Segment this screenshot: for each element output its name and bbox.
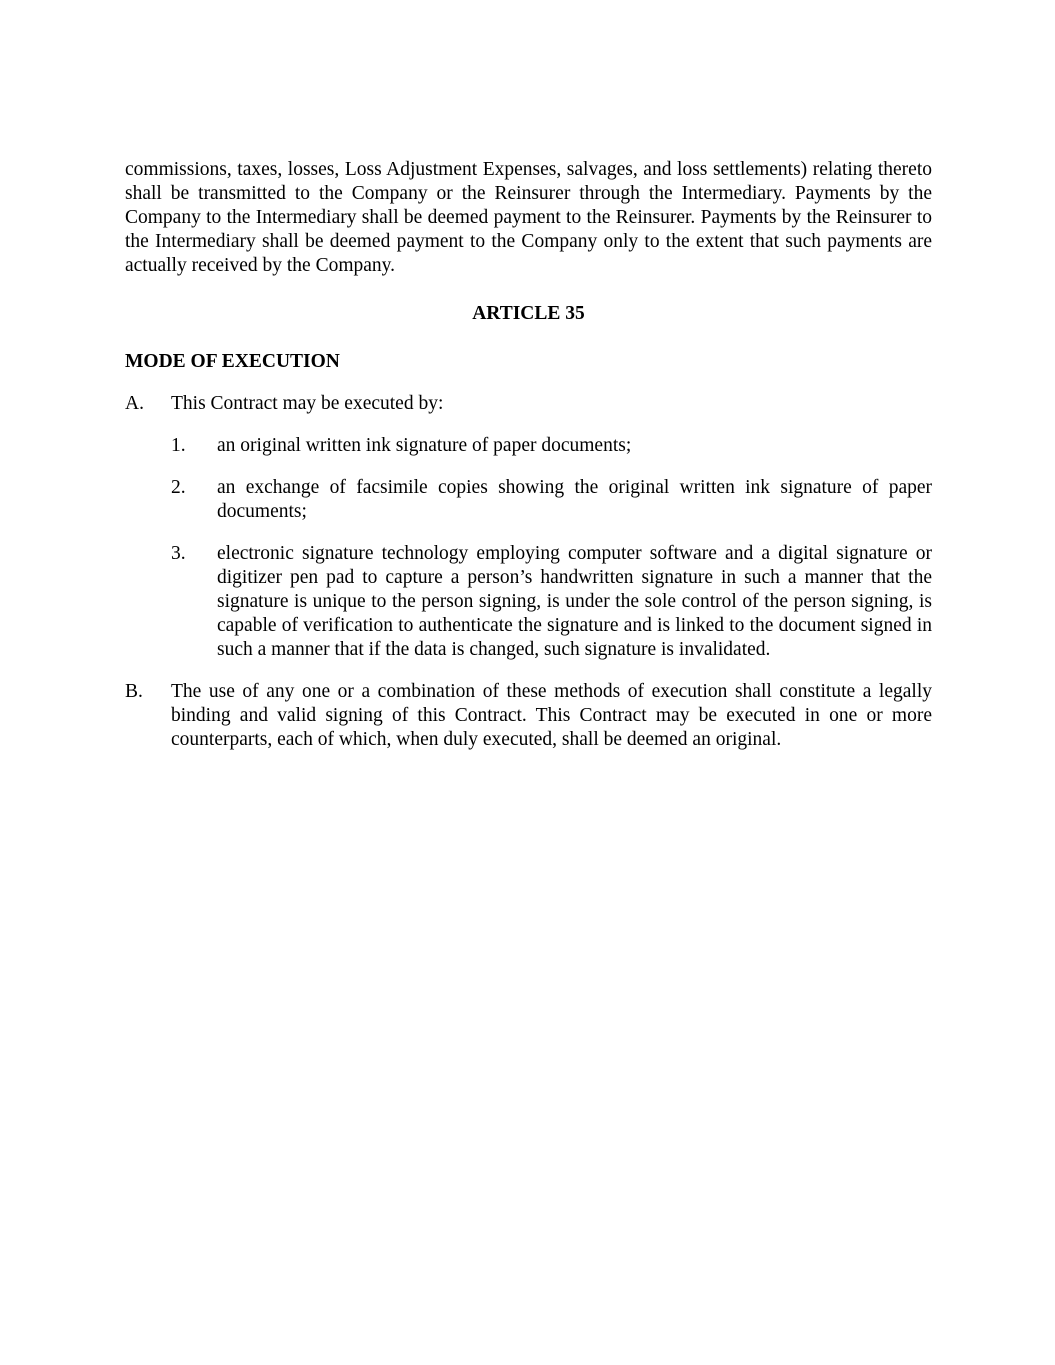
intro-paragraph: commissions, taxes, losses, Loss Adjustment Expenses, salvages, and loss settlements) relating thereto shall be transmitted to the Company or the Reinsurer through the Intermediary. Payments by the Company to the Intermediary shall be deemed payment to the Reinsurer. Payments by the Reinsurer to the Intermediary shall be deemed payment to the Company only to the extent that such payments are actually received by the Company.	[125, 159, 932, 276]
list-item	[171, 476, 932, 524]
list-item-text: an original written ink signature of paper documents;	[217, 435, 632, 456]
clause-a	[125, 392, 932, 416]
list-item-number: 2.	[171, 477, 186, 498]
list-item	[171, 434, 932, 458]
list-item	[171, 542, 932, 662]
clause-text: This Contract may be executed by:	[171, 393, 444, 414]
clause-label: B.	[125, 681, 143, 702]
clause-text: The use of any one or a combination of these methods of execution shall constitute a legally binding and valid signing of this Contract. This Contract may be executed in one or more counterparts, each of which, when duly executed, shall be deemed an original.	[171, 681, 932, 750]
article-title: ARTICLE 35	[472, 303, 585, 324]
clause-label: A.	[125, 393, 144, 414]
section-heading: MODE OF EXECUTION	[125, 351, 340, 372]
document-page	[125, 158, 932, 752]
clause-b	[125, 680, 932, 752]
list-item-number: 3.	[171, 543, 186, 564]
list-item-number: 1.	[171, 435, 186, 456]
execution-methods-list	[171, 434, 932, 662]
list-item-text: an exchange of facsimile copies showing the original written ink signature of paper documents;	[217, 477, 932, 522]
list-item-text: electronic signature technology employing computer software and a digital signature or digitizer pen pad to capture a person’s handwritten signature in such a manner that the signature is unique to the person signing, is under the sole control of the person signing, is capable of verification to authenticate the signature and is linked to the document signed in such a manner that if the data is changed, such signature is invalidated.	[217, 543, 932, 660]
